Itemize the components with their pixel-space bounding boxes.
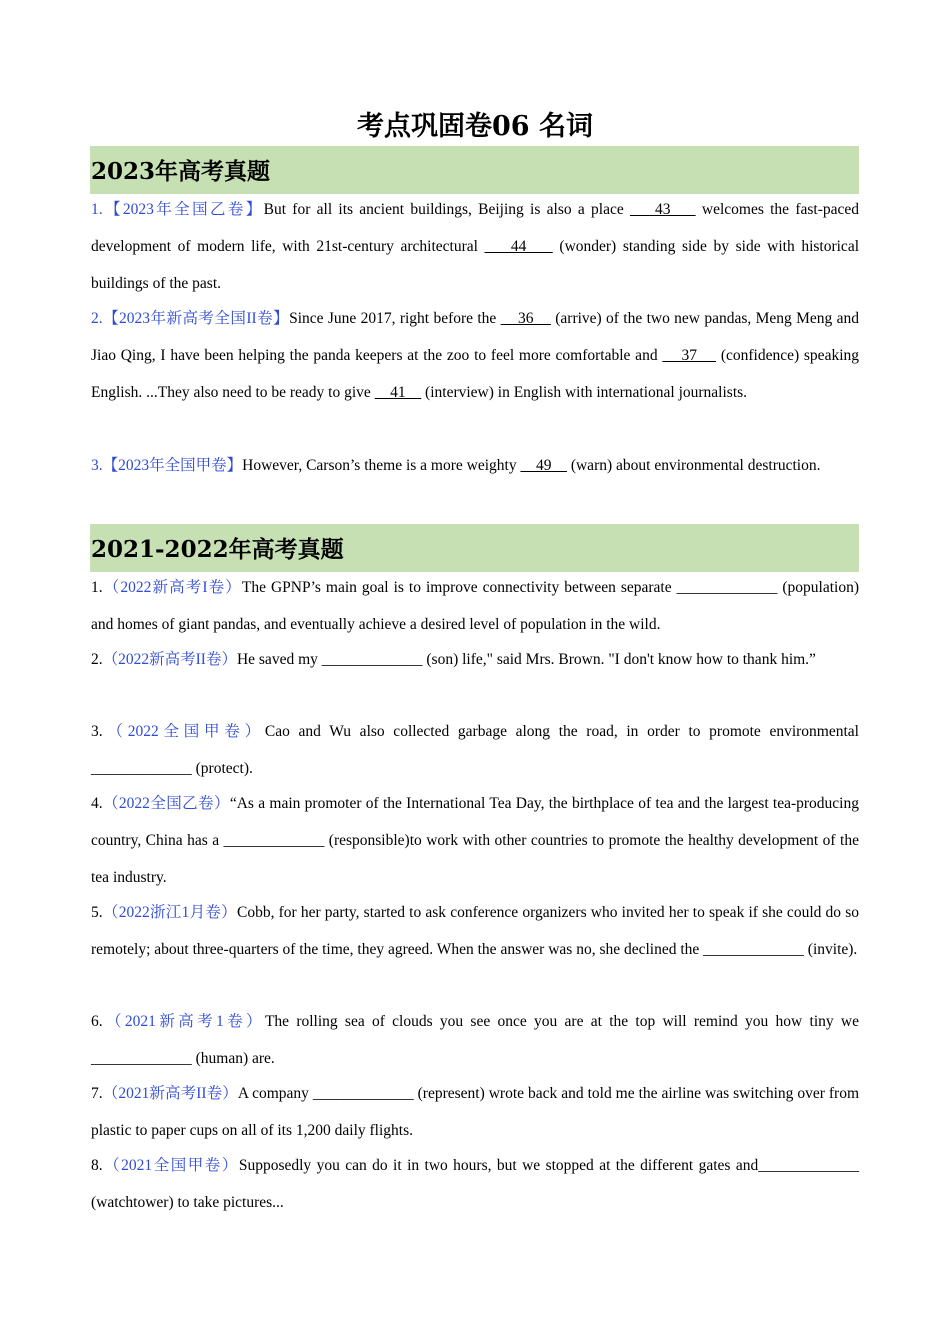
question-item	[91, 569, 859, 643]
answer-blank: 49	[520, 457, 567, 474]
question-number: 5.	[91, 904, 103, 921]
answer-blank: _____________	[91, 1050, 192, 1067]
question-text: welcomes the fast-paced development of modern life, with 21st-century architectural	[91, 201, 860, 255]
question-number: 2.	[91, 310, 103, 327]
question-item	[91, 300, 859, 411]
question-source: 【2023年全国乙卷】	[102, 201, 264, 218]
section-heading-2023: 2023年高考真题	[90, 146, 859, 194]
question-text: (interview) in English with international journalists.	[421, 384, 748, 401]
question-item	[91, 713, 859, 787]
question-text: (human) are.	[191, 1050, 275, 1067]
answer-blank: _____________	[758, 1157, 859, 1174]
question-text: (wonder) standing side by side with historical buildings of the past.	[91, 238, 860, 292]
question-text: Cao and Wu also collected garbage along the road, in order to promote environmental	[264, 723, 859, 740]
question-text: But for all its ancient buildings, Beijing is also a place	[263, 201, 630, 218]
question-source: （2022全国甲卷）	[102, 723, 265, 740]
answer-blank: 44	[484, 238, 553, 255]
question-text: (son) life," said Mrs. Brown. "I don't know how to thank him.”	[422, 651, 816, 668]
question-text: “As a main promoter of the International Tea Day, the birthplace of tea and the largest tea-producing country, China has a	[91, 795, 859, 849]
question-text: The rolling sea of clouds you see once you are at the top will remind you how tiny we	[264, 1013, 859, 1030]
question-source: （2022新高考II卷）	[102, 651, 237, 668]
question-item	[91, 641, 859, 678]
question-source: （2021新高考II卷）	[102, 1085, 238, 1102]
question-number: 6.	[91, 1013, 103, 1030]
question-number: 8.	[91, 1157, 103, 1174]
question-text: (confidence) speaking English. ...They also need to be ready to give	[91, 347, 860, 401]
question-text: Supposedly you can do it in two hours, but we stopped at the different gates and	[238, 1157, 759, 1174]
question-source: （2021全国甲卷）	[102, 1157, 239, 1174]
question-text: Since June 2017, right before the	[289, 310, 501, 327]
question-item	[91, 785, 859, 896]
question-text: However, Carson’s theme is a more weighty	[242, 457, 521, 474]
page-title: 考点巩固卷06 名词	[357, 111, 593, 142]
question-number: 4.	[91, 795, 103, 812]
question-number: 2.	[91, 651, 103, 668]
question-item	[91, 1075, 859, 1149]
question-number: 3.	[91, 723, 103, 740]
answer-blank: _____________	[91, 760, 192, 777]
question-source: （2021新高考1卷）	[102, 1013, 265, 1030]
answer-blank: _____________	[312, 1085, 414, 1102]
question-number: 1.	[91, 201, 103, 218]
question-text: (protect).	[191, 760, 253, 777]
question-text: A company	[237, 1085, 313, 1102]
question-text: (warn) about environmental destruction.	[566, 457, 821, 474]
section-heading-2021-2022: 2021-2022年高考真题	[90, 524, 859, 572]
question-source: （2022全国乙卷）	[102, 795, 230, 812]
question-item	[91, 1003, 859, 1077]
question-text: Cobb, for her party, started to ask conference organizers who invited her to speak if she could do so remotely; about three-quarters of the time, they agreed. When the answer was no, she declined the	[91, 904, 859, 958]
question-source: 【2023年全国甲卷】	[102, 457, 243, 474]
question-text: The GPNP’s main goal is to improve connectivity between separate	[241, 579, 677, 596]
question-number: 3.	[91, 457, 103, 474]
question-number: 1.	[91, 579, 103, 596]
answer-blank: 37	[662, 347, 717, 364]
answer-blank: _____________	[321, 651, 423, 668]
question-item	[91, 1147, 859, 1221]
question-text: (represent) wrote back and told me the airline was switching over from plastic to paper cups on all of its 1,200 daily flights.	[91, 1085, 860, 1139]
question-item	[91, 191, 859, 302]
question-source: （2022浙江1月卷）	[102, 904, 237, 921]
question-text: (invite).	[803, 941, 858, 958]
answer-blank: 41	[374, 384, 422, 401]
answer-blank: _____________	[676, 579, 778, 596]
answer-blank: _____________	[703, 941, 804, 958]
question-item	[91, 894, 859, 968]
question-source: （2022新高考I卷）	[102, 579, 242, 596]
question-item	[91, 447, 859, 484]
question-text: (population) and homes of giant pandas, and eventually achieve a desired level of population in the wild.	[91, 579, 859, 633]
question-text: (arrive) of the two new pandas, Meng Meng and Jiao Qing, I have been helping the panda keepers at the zoo to feel more comfortable and	[91, 310, 859, 364]
answer-blank: 36	[500, 310, 551, 327]
question-number: 7.	[91, 1085, 103, 1102]
answer-blank: 43	[630, 201, 696, 218]
question-text: (watchtower) to take pictures...	[91, 1194, 284, 1211]
answer-blank: _____________	[223, 832, 325, 849]
question-source: 【2023年新高考全国II卷】	[102, 310, 290, 327]
question-text: He saved my	[236, 651, 322, 668]
question-text: (responsible)to work with other countries to promote the healthy development of the tea industry.	[91, 832, 859, 886]
